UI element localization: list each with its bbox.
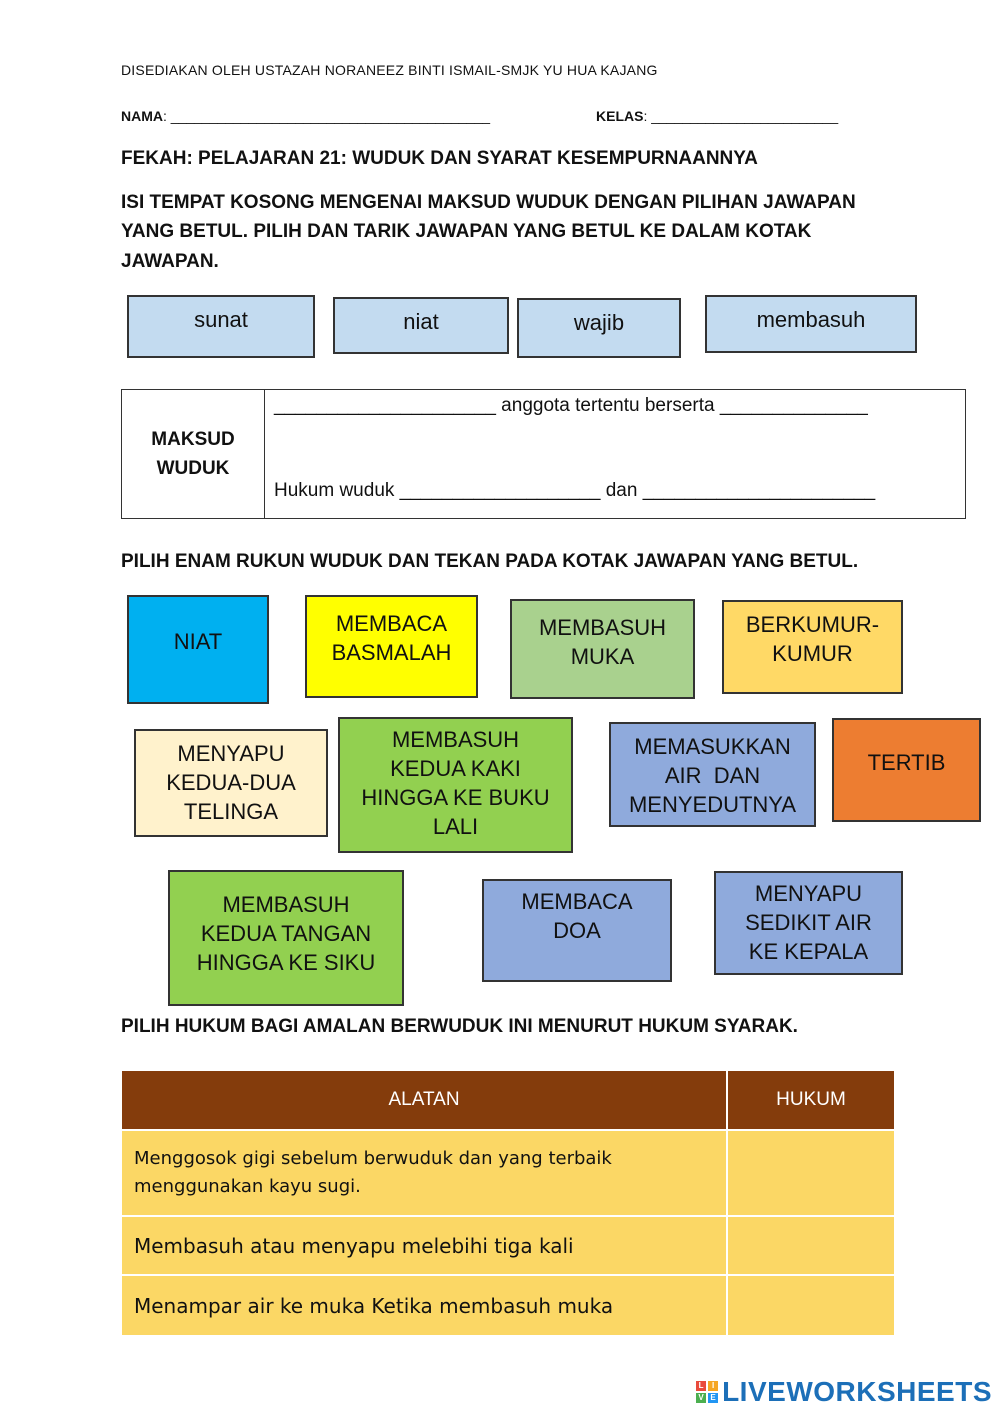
section2-instruction: PILIH ENAM RUKUN WUDUK DAN TEKAN PADA KOTAK JAWAPAN YANG BETUL. — [121, 551, 859, 572]
logo-letter-v: V — [696, 1393, 706, 1403]
rukun-option-line: MEMASUKKAN — [634, 734, 791, 759]
rukun-option-membaca-basmalah[interactable] — [305, 595, 478, 698]
rukun-option-membaca-doa[interactable] — [482, 879, 672, 982]
hukum-table-header — [122, 1071, 894, 1129]
row-alatan-text — [122, 1131, 726, 1215]
rukun-option-niat[interactable] — [127, 595, 269, 704]
nama-field — [121, 108, 490, 124]
col-alatan: ALATAN — [122, 1071, 726, 1129]
rukun-option-line: MEMBASUH — [391, 727, 520, 752]
rukun-option-memasukkan-air[interactable] — [609, 722, 816, 827]
rukun-option-line: KEDUA-DUA — [166, 770, 296, 795]
rukun-option-tertib[interactable] — [832, 718, 981, 822]
brand-name: LIVEWORKSHEETS — [722, 1376, 992, 1407]
kelas-label: KELAS — [596, 108, 644, 124]
rukun-option-line: LALI — [432, 814, 479, 839]
table-row — [122, 1276, 894, 1335]
section1-instruction-line2: YANG BETUL. PILIH DAN TARIK JAWAPAN YANG BETUL KE DALAM KOTAK — [121, 221, 812, 242]
logo-letter-l: L — [696, 1381, 706, 1391]
rukun-option-line: TELINGA — [183, 799, 279, 824]
rukun-option-line: MENYAPU — [754, 881, 863, 906]
blank-drop-a[interactable]: _____________________ — [274, 395, 496, 416]
choice-wajib[interactable]: wajib — [517, 298, 681, 358]
rukun-option-menyapu-telinga[interactable] — [134, 729, 328, 837]
row-alatan-text: Membasuh atau menyapu melebihi tiga kali — [122, 1217, 726, 1274]
page-title: FEKAH: PELAJARAN 21: WUDUK DAN SYARAT KESEMPURNAANNYA — [121, 148, 758, 169]
section3-instruction: PILIH HUKUM BAGI AMALAN BERWUDUK INI MENURUT HUKUM SYARAK. — [121, 1016, 798, 1037]
hukum-answer-cell[interactable] — [728, 1217, 894, 1274]
label-line1: MAKSUD — [151, 429, 235, 450]
rukun-option-line: HINGGA KE BUKU — [361, 785, 550, 810]
choice-niat[interactable]: niat — [333, 297, 509, 354]
rukun-option-line: MEMBACA — [335, 611, 448, 636]
section1-instruction-line3: JAWAPAN. — [121, 251, 219, 272]
text-b: Hukum wuduk — [274, 480, 400, 501]
hukum-answer-cell[interactable] — [728, 1276, 894, 1335]
rukun-option-line: KEDUA TANGAN — [200, 921, 372, 946]
rukun-option-line: MEMBACA — [521, 889, 633, 914]
text-c: dan — [600, 480, 643, 501]
logo-mark-icon — [696, 1381, 718, 1403]
rukun-option-berkumur-kumur[interactable] — [722, 600, 903, 694]
nama-sep: : — [163, 108, 167, 124]
rukun-option-line: KE KEPALA — [748, 939, 869, 964]
rukun-option-line: MUKA — [570, 644, 635, 669]
nama-blank[interactable]: _________________________________________ — [170, 108, 491, 124]
rukun-option-line: SEDIKIT AIR — [745, 910, 872, 935]
rukun-option-line: BERKUMUR- — [745, 612, 880, 637]
rukun-option-line: AIR DAN — [664, 763, 761, 788]
maksud-line2 — [274, 480, 875, 502]
maksud-wuduk-label — [122, 390, 265, 518]
kelas-blank[interactable]: ________________________ — [651, 108, 839, 124]
maksud-line1 — [274, 395, 868, 417]
section1-instruction-line1: ISI TEMPAT KOSONG MENGENAI MAKSUD WUDUK DENGAN PILIHAN JAWAPAN — [121, 192, 856, 213]
hukum-answer-cell[interactable] — [728, 1131, 894, 1215]
text-a: anggota tertentu berserta — [495, 395, 720, 416]
rukun-option-membasuh-kaki[interactable] — [338, 717, 573, 853]
rukun-option-line: BASMALAH — [331, 640, 452, 665]
row-alatan-text: Menampar air ke muka Ketika membasuh muka — [122, 1276, 726, 1335]
rukun-option-line: KEDUA KAKI — [390, 756, 521, 781]
rukun-option-menyapu-kepala[interactable] — [714, 871, 903, 975]
blank-drop-b[interactable]: ______________ — [719, 395, 868, 416]
choice-sunat[interactable]: sunat — [127, 295, 315, 358]
rukun-option-line: MEMBASUH — [222, 892, 350, 917]
rukun-option-line: DOA — [553, 918, 601, 943]
kelas-sep: : — [643, 108, 648, 124]
table-row — [122, 1217, 894, 1274]
logo-letter-e: E — [708, 1393, 718, 1403]
rukun-option-line: MENYEDUTNYA — [628, 792, 797, 817]
rukun-option-membasuh-tangan[interactable] — [168, 870, 404, 1006]
nama-label: NAMA — [121, 108, 163, 124]
table-row — [122, 1131, 894, 1215]
choice-membasuh[interactable]: membasuh — [705, 295, 917, 353]
blank-drop-d[interactable]: ______________________ — [642, 480, 876, 501]
rukun-option-line: KUMUR — [772, 641, 853, 666]
rukun-option-membasuh-muka[interactable] — [510, 599, 695, 699]
rukun-option-line: MENYAPU — [177, 741, 285, 766]
label-line2: WUDUK — [156, 458, 230, 479]
col-hukum: HUKUM — [728, 1071, 894, 1129]
rukun-option-line: MEMBASUH — [538, 615, 667, 640]
rukun-option-line: TERTIB — [867, 750, 946, 775]
row1-line1: Menggosok gigi sebelum berwuduk dan yang terbaik — [134, 1148, 612, 1169]
maksud-wuduk-table — [121, 389, 966, 519]
rukun-option-line: HINGGA KE SIKU — [196, 950, 376, 975]
row1-line2: menggunakan kayu sugi. — [134, 1176, 361, 1197]
kelas-field — [596, 108, 838, 124]
logo-letter-i: I — [708, 1381, 718, 1391]
liveworksheets-logo — [696, 1376, 992, 1408]
prepared-by: DISEDIAKAN OLEH USTAZAH NORANEEZ BINTI ISMAIL-SMJK YU HUA KAJANG — [121, 62, 658, 78]
rukun-option-line: NIAT — [173, 629, 223, 654]
blank-drop-c[interactable]: ___________________ — [399, 480, 601, 501]
